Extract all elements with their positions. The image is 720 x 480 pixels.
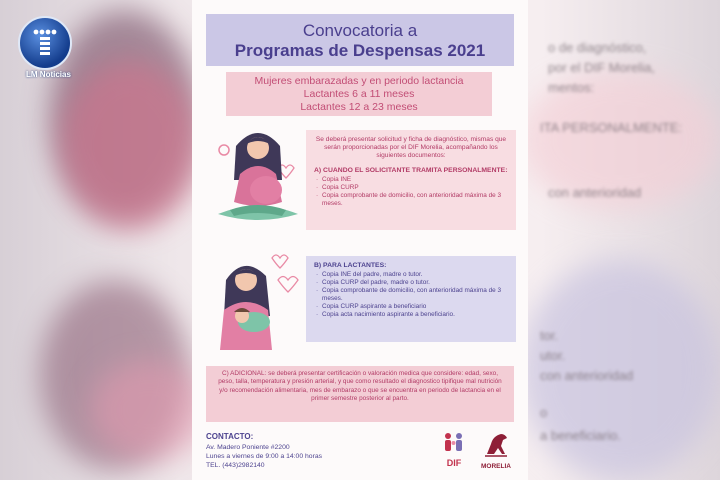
- list-item: · Copia CURP: [314, 184, 508, 192]
- dif-logo-label: DIF: [446, 458, 462, 468]
- section-c-text: C) ADICIONAL: se deberá presentar certificación o valoración medica que considere: edad, sexo, peso, talla, temperatura y presión arterial, y que como resultado el diagnostico tipifique mal nutrición y/o recomendación alimentaria, mes de embarazo o que se encuentra en periodo de lactancia en el primer semestre posterior al parto.: [218, 370, 502, 402]
- ghost-text: utor.: [540, 348, 566, 363]
- ghost-text: o de diagnóstico,: [548, 40, 647, 55]
- logo-text: [26, 70, 71, 79]
- dif-logo: [440, 432, 468, 468]
- channel-logo: [18, 16, 72, 82]
- ghost-text: tor.: [540, 328, 559, 343]
- section-c-box: [206, 366, 514, 422]
- title-banner: [206, 14, 514, 66]
- ghost-text: con anterioridad: [540, 368, 634, 383]
- contact-block: [206, 432, 406, 470]
- section-a-heading: A) CUANDO EL SOLICITANTE TRAMITA PERSONALMENTE:: [314, 166, 508, 174]
- list-item: · Copia acta nacimiento aspirante a beneficiario.: [314, 311, 508, 319]
- subtitle-line-1: Mujeres embarazadas y en periodo lactancia: [254, 75, 464, 87]
- morelia-horse-icon: [481, 430, 511, 458]
- contact-hours: Lunes a viernes de 9:00 a 14:00 horas: [206, 453, 323, 460]
- ghost-text: mentos:: [548, 80, 595, 95]
- title-line-1: Convocatoria a: [302, 21, 418, 40]
- title-line-2: Programas de Despensas 2021: [234, 41, 486, 60]
- subtitle-line-2: Lactantes 6 a 11 meses: [303, 88, 415, 100]
- subtitle-line-3: Lactantes 12 a 23 meses: [300, 101, 418, 113]
- section-a-list: [314, 176, 508, 208]
- pregnant-woman-illustration: [210, 120, 306, 230]
- ghost-text: por el DIF Morelia,: [548, 60, 655, 75]
- morelia-logo-label: MORELIA: [481, 463, 511, 470]
- ghost-text: ITA PERSONALMENTE:: [540, 120, 683, 135]
- blurred-illustration: [60, 60, 200, 230]
- list-item: · Copia comprobante de domicilio, con anterioridad máxima de 3 meses.: [314, 287, 508, 303]
- intro-text: Se deberá presentar solicitud y ficha de diagnóstico, mismas que serán proporcionadas por el DIF Morelia, acompañando los siguientes documentos:: [315, 136, 507, 160]
- subtitle-banner: [226, 72, 492, 116]
- contact-phone: TEL. (443)2982140: [206, 462, 265, 469]
- dif-family-icon: [441, 432, 467, 452]
- contact-address: Av. Madero Poniente #2200: [206, 444, 290, 451]
- list-item: · Copia CURP del padre, madre o tutor.: [314, 279, 508, 287]
- ghost-text: a beneficiario.: [540, 428, 621, 443]
- logo-prefix: LM: [26, 70, 38, 79]
- list-item: · Copia comprobante de domicilio, con anterioridad máxima de 3 meses.: [314, 192, 508, 208]
- breastfeeding-woman-illustration: [210, 250, 306, 360]
- section-b-list: [314, 271, 508, 319]
- section-b-box: [306, 256, 516, 342]
- list-item: · Copia CURP aspirante a beneficiario: [314, 303, 508, 311]
- poster: [192, 0, 528, 480]
- section-a-box: [306, 130, 516, 230]
- logo-name: Noticias: [39, 70, 71, 79]
- contact-heading: CONTACTO:: [206, 432, 254, 441]
- ghost-text: o: [540, 405, 548, 420]
- ghost-text: con anterioridad: [548, 185, 642, 200]
- logo-mark-icon: [18, 16, 72, 70]
- morelia-logo: [478, 430, 514, 470]
- section-b-heading: B) PARA LACTANTES:: [314, 262, 387, 269]
- list-item: · Copia INE: [314, 176, 508, 184]
- list-item: · Copia INE del padre, madre o tutor.: [314, 271, 508, 279]
